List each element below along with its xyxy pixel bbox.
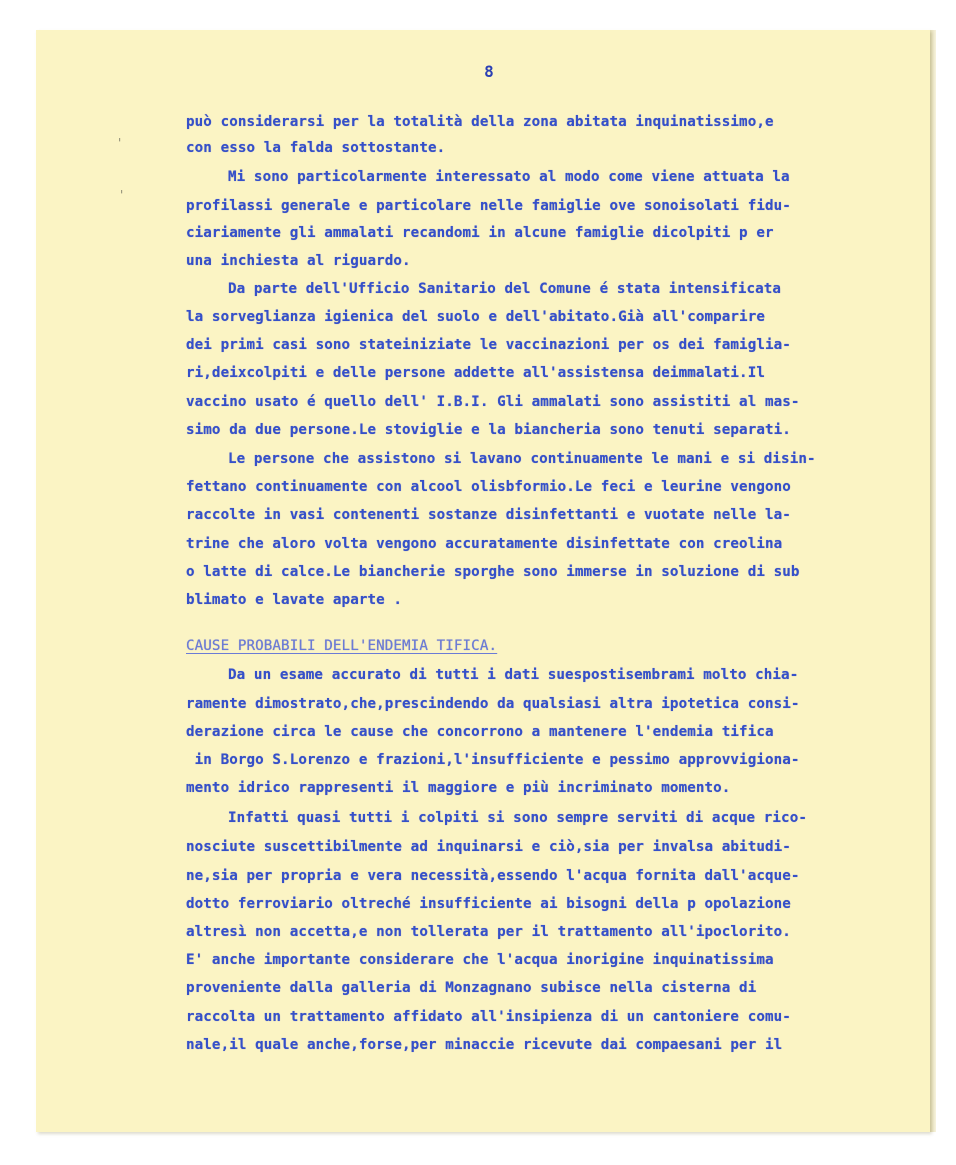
text-line: fettano continuamente con alcool olisbformio.Le feci e leurine vengono <box>186 479 791 495</box>
text-line: dotto ferroviario oltreché insufficiente ai bisogni della p opolazione <box>186 896 791 912</box>
document-page <box>36 30 930 1132</box>
text-line: Da parte dell'Ufficio Sanitario del Comune é stata intensificata <box>228 281 782 297</box>
margin-mark: ' <box>118 136 122 150</box>
text-line: simo da due persone.Le stoviglie e la biancheria sono tenuti separati. <box>186 422 791 438</box>
text-line: Infatti quasi tutti i colpiti si sono sempre serviti di acque rico- <box>228 810 807 826</box>
page-number: 8 <box>484 62 494 81</box>
text-line: ne,sia per propria e vera necessità,essendo l'acqua fornita dall'acque- <box>186 868 800 884</box>
margin-mark: ' <box>120 188 124 202</box>
text-line: ramente dimostrato,che,prescindendo da qualsiasi altra ipotetica consi- <box>186 696 800 712</box>
text-line: trine che aloro volta vengono accuratamente disinfettate con creolina <box>186 536 783 552</box>
text-line: mento idrico rappresenti il maggiore e più incriminato momento. <box>186 780 731 796</box>
text-line: proveniente dalla galleria di Monzagnano subisce nella cisterna di <box>186 980 757 996</box>
text-line: Da un esame accurato di tutti i dati suespostisembrami molto chia- <box>228 667 799 683</box>
text-line: altresì non accetta,e non tollerata per il trattamento all'ipoclorito. <box>186 924 791 940</box>
text-line: nale,il quale anche,forse,per minaccie ricevute dai compaesani per il <box>186 1037 783 1053</box>
page-edge <box>930 30 936 1132</box>
text-line: derazione circa le cause che concorrono a mantenere l'endemia tifica <box>186 724 774 740</box>
text-line: la sorveglianza igienica del suolo e dell'abitato.Già all'comparire <box>186 309 765 325</box>
text-line: con esso la falda sottostante. <box>186 140 446 156</box>
text-line: profilassi generale e particolare nelle famiglie ove sonoisolati fidu- <box>186 198 791 214</box>
text-line: una inchiesta al riguardo. <box>186 253 411 269</box>
text-line: blimato e lavate aparte . <box>186 592 403 608</box>
text-line: dei primi casi sono stateiniziate le vaccinazioni per os dei famiglia- <box>186 337 791 353</box>
text-line: o latte di calce.Le biancherie sporghe sono immerse in soluzione di sub <box>186 564 800 580</box>
text-line: E' anche importante considerare che l'acqua inorigine inquinatissima <box>186 952 774 968</box>
text-line: nosciute suscettibilmente ad inquinarsi e ciò,sia per invalsa abitudi- <box>186 839 791 855</box>
text-line: vaccino usato é quello dell' I.B.I. Gli ammalati sono assistiti al mas- <box>186 394 800 410</box>
text-line: in Borgo S.Lorenzo e frazioni,l'insufficiente e pessimo approvvigiona- <box>186 752 800 768</box>
text-line: può considerarsi per la totalità della zona abitata inquinatissimo,e <box>186 114 774 130</box>
section-heading: CAUSE PROBABILI DELL'ENDEMIA TIFICA. <box>186 638 498 654</box>
text-line: raccolte in vasi contenenti sostanze disinfettanti e vuotate nelle la- <box>186 507 791 523</box>
text-line: Le persone che assistono si lavano continuamente le mani e si disin- <box>228 451 816 467</box>
text-line: raccolta un trattamento affidato all'insipienza di un cantoniere comu- <box>186 1009 791 1025</box>
text-line: ciariamente gli ammalati recandomi in alcune famiglie dicolpiti p er <box>186 225 774 241</box>
text-line: Mi sono particolarmente interessato al modo come viene attuata la <box>228 169 790 185</box>
text-line: ri,deixcolpiti e delle persone addette all'assistensa deimmalati.Il <box>186 365 765 381</box>
